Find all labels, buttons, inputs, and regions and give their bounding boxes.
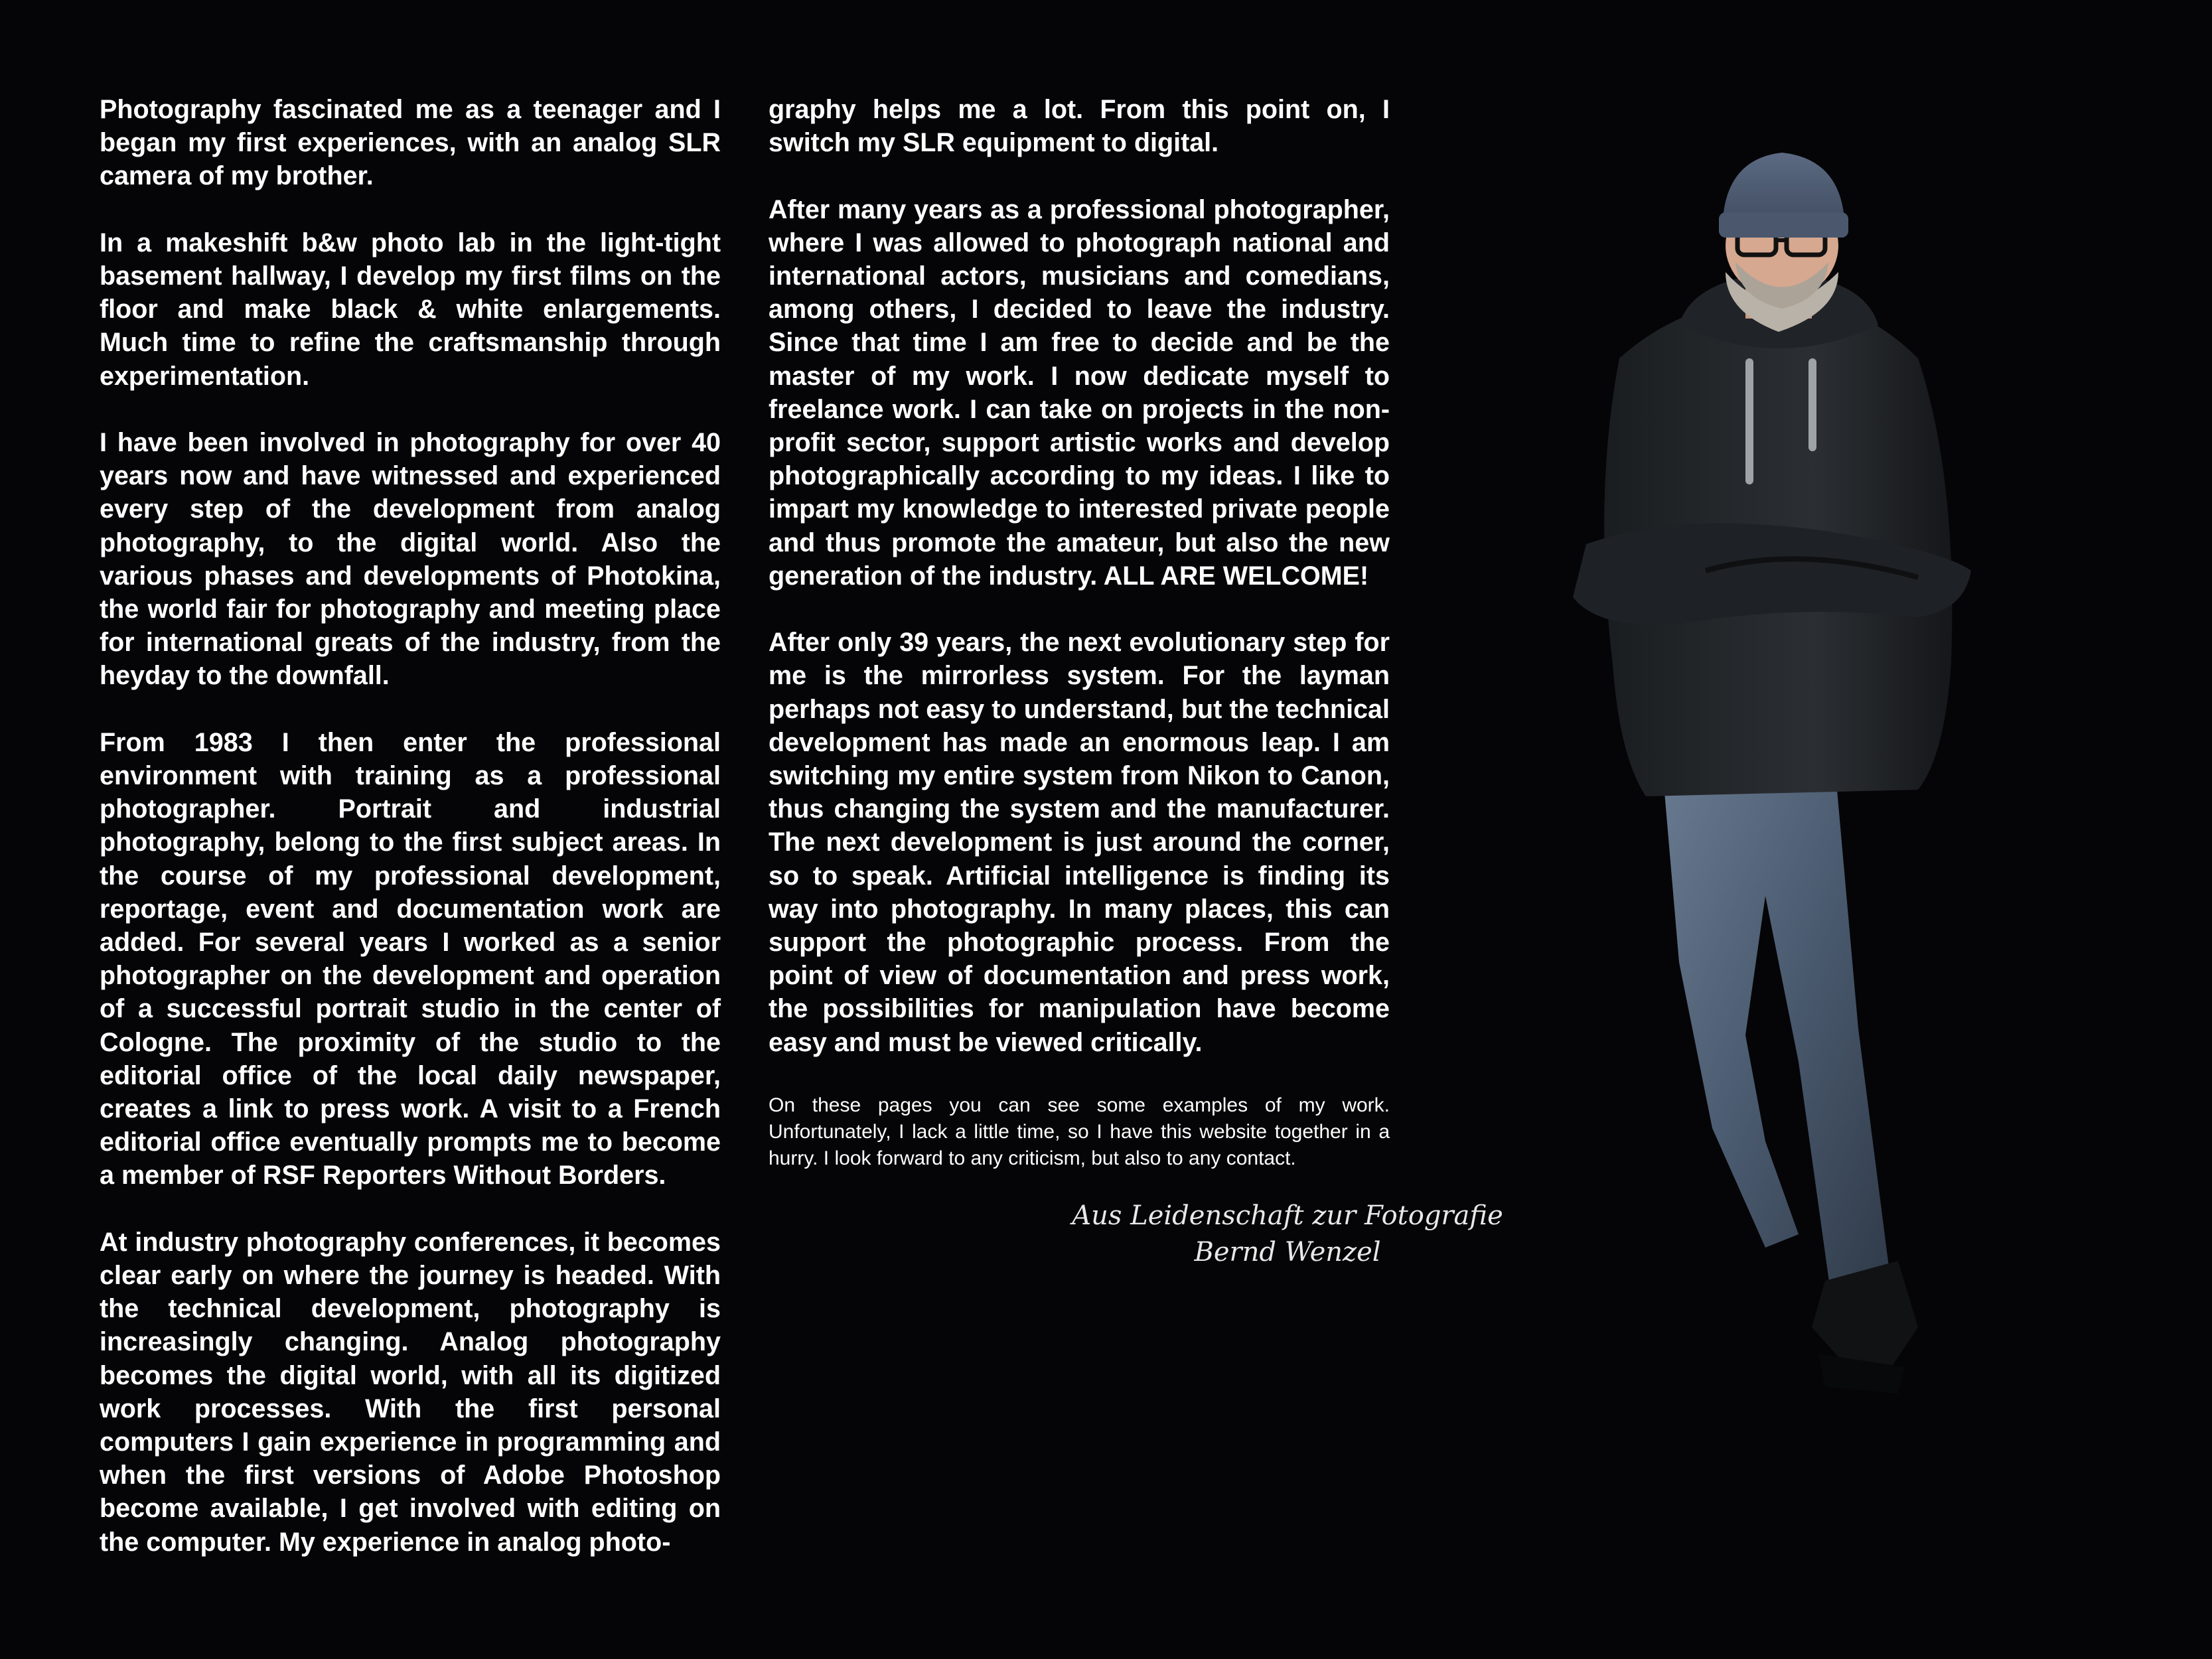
signature-script [1072, 1188, 1503, 1281]
paragraph: In a makeshift b&w photo lab in the light-tight basement hallway, I develop my first films on the floor and make black & white enlargements. Much time to refine the craftsmanship through experimentation. [100, 228, 721, 391]
paragraph: At industry photography conferences, it becomes clear early on where the journey is headed. With the technical development, photography is increasingly changing. Analog photography becomes the digital world, with all its digitized work processes. With the first personal computers I gain experience in programming and when the first versions of Adobe Photoshop become available, I get involved with editing on the computer. My experience in analog photo- [100, 1227, 721, 1557]
paragraph: After only 39 years, the next evolutionary step for me is the mirrorless system. For the layman perhaps not easy to understand, but the technical development has made an enormous leap. I am switching my entire system from Nikon to Canon, thus changing the system and the manufacturer. The next development is just around the corner, so to speak. Artificial intelligence is finding its way into photography. In many places, this can support the photographic process. From the point of view of documentation and press work, the possibilities for manipulation have become easy and must be viewed critically. [769, 628, 1390, 1057]
left-text-column [100, 93, 721, 1592]
paragraph: I have been involved in photography for over 40 years now and have witnessed and experienced every step of the development from analog photography, to the digital world. Also the various phases and developments of Photokina, the world fair for photography and meeting place for international greats of the industry, from the heyday to the downfall. [100, 428, 721, 691]
paragraph: Photography fascinated me as a teenager and I began my first experiences, with an analog SLR camera of my brother. [100, 95, 721, 191]
paragraph: graphy helps me a lot. From this point on, I switch my SLR equipment to digital. [769, 95, 1390, 158]
closing-note: On these pages you can see some examples of my work. Unfortunately, I lack a little time, so I have this website together in a hurry. I look forward to any criticism, but also to any contact. [769, 1094, 1390, 1170]
photographer-portrait [1546, 199, 2011, 1460]
signature-line-1: Aus Leidenschaft zur Fotografie [1072, 1200, 1503, 1231]
paragraph: From 1983 I then enter the professional environment with training as a professional photographer. Portrait and industrial photography, belong to the first subject areas. In the course of my professional development, reportage, event and documentation work are added. For several years I worked as a senior photographer on the development and operation of a successful portrait studio in the center of Cologne. The proximity of the studio to the editorial office of the local daily newspaper, creates a link to press work. A visit to a French editorial office eventually prompts me to become a member of RSF Reporters Without Borders. [100, 727, 721, 1190]
right-text-column [769, 93, 1390, 1205]
paragraph: After many years as a professional photographer, where I was allowed to photograph national and international actors, musicians and comedians, among others, I decided to leave the industry. Since that time I am free to decide and be the master of my work. I now dedicate myself to freelance work. I can take on projects in the non-profit sector, support artistic works and develop photographically according to my ideas. I like to impart my knowledge to interested private people and thus promote the amateur, but also the new generation of the industry. ALL ARE WELCOME! [769, 194, 1390, 591]
signature-line-2: Bernd Wenzel [1194, 1237, 1381, 1267]
